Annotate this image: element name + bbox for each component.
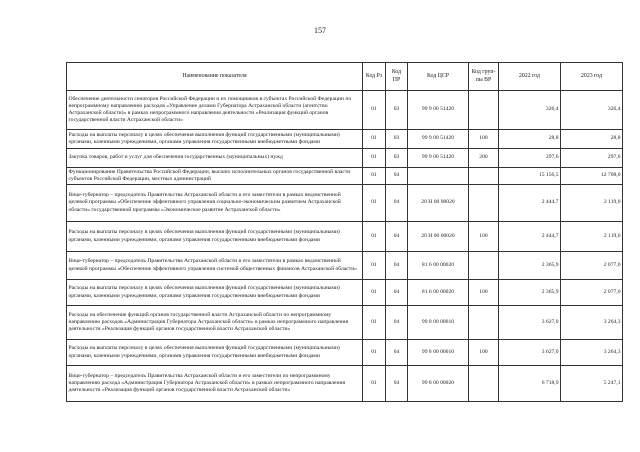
cell-2022: 3 627,0	[499, 306, 561, 340]
header-vr: Код груп-пы ВР	[469, 63, 499, 91]
cell-2022: 2 365,9	[499, 280, 561, 306]
cell-rz: 01	[363, 366, 386, 402]
cell-csr: 99 9 00 51420	[408, 130, 469, 149]
table-row	[67, 130, 623, 149]
cell-name: Вице-губернатор – председатель Правительства Астраханской области и его заместители в рамках ведомственной целевой программы «Обеспечение эффективного управления системой общественных финансов Астраханской области»	[67, 252, 363, 280]
cell-2023: 2 077,0	[561, 252, 623, 280]
cell-csr: 99 8 00 00010	[408, 340, 469, 366]
cell-name: Расходы на выплаты персоналу в целях обеспечения выполнения функций государственными (муниципальными) органами, казенными учреждениями, органами управления государственными внебюджетными фондами	[67, 130, 363, 149]
header-2022: 2022 год	[499, 63, 561, 91]
table-header-row	[67, 63, 623, 91]
cell-vr	[469, 91, 499, 130]
cell-pr: 03	[386, 91, 408, 130]
header-name: Наименование показателя	[67, 63, 363, 91]
cell-2022: 2 444,7	[499, 185, 561, 222]
header-csr: Код ЦСР	[408, 63, 469, 91]
cell-rz: 01	[363, 340, 386, 366]
cell-vr	[469, 168, 499, 185]
cell-name: Обеспечение деятельности сенаторов Российской Федерации и их помощников в субъектах Российской Федерации по непрограммному направлению расходов «Управление делами Губернатора Астраханской области (агентство Астраханской области)» в рамках непрограммного направления деятельности «Реализация функций органов государственной власти Астраханской области»	[67, 91, 363, 130]
cell-vr: 100	[469, 130, 499, 149]
cell-2022: 15 156,5	[499, 168, 561, 185]
cell-name: Расходы на выплаты персоналу в целях обеспечения выполнения функций государственными (муниципальными) органами, казенными учреждениями, органами управления государственными внебюджетными фондами	[67, 222, 363, 252]
cell-vr	[469, 252, 499, 280]
cell-vr: 100	[469, 222, 499, 252]
cell-2023: 5 247,1	[561, 366, 623, 402]
cell-2022: 6 718,9	[499, 366, 561, 402]
table-row	[67, 306, 623, 340]
cell-pr: 04	[386, 280, 408, 306]
cell-vr: 100	[469, 340, 499, 366]
table-row	[67, 366, 623, 402]
table-row	[67, 168, 623, 185]
cell-rz: 01	[363, 280, 386, 306]
cell-2022: 326,4	[499, 91, 561, 130]
cell-vr: 200	[469, 149, 499, 168]
cell-pr: 04	[386, 168, 408, 185]
cell-2022: 28,8	[499, 130, 561, 149]
cell-2023: 3 264,3	[561, 340, 623, 366]
cell-name: Закупка товаров, работ и услуг для обеспечения государственных (муниципальных) нужд	[67, 149, 363, 168]
cell-2022: 297,6	[499, 149, 561, 168]
table-row	[67, 252, 623, 280]
cell-vr	[469, 366, 499, 402]
cell-csr: 99 9 00 51420	[408, 149, 469, 168]
cell-2023: 2 077,0	[561, 280, 623, 306]
cell-vr	[469, 306, 499, 340]
cell-csr	[408, 168, 469, 185]
cell-name: Расходы на выплаты персоналу в целях обеспечения выполнения функций государственными (муниципальными) органами, казенными учреждениями, органами управления государственными внебюджетными фондами	[67, 280, 363, 306]
cell-pr: 03	[386, 149, 408, 168]
cell-name: Функционирование Правительства Российской Федерации, высших исполнительных органов государственной власти субъектов Российской Федерации, местных администраций	[67, 168, 363, 185]
table-row	[67, 222, 623, 252]
cell-2022: 2 365,9	[499, 252, 561, 280]
cell-rz: 01	[363, 306, 386, 340]
cell-pr: 03	[386, 130, 408, 149]
cell-2023: 2 119,6	[561, 222, 623, 252]
table-row	[67, 280, 623, 306]
table-row	[67, 91, 623, 130]
cell-2023: 12 708,0	[561, 168, 623, 185]
cell-pr: 04	[386, 366, 408, 402]
cell-name: Расходы на выплаты персоналу в целях обеспечения выполнения функций государственными (муниципальными) органами, казенными учреждениями, органами управления государственными внебюджетными фондами	[67, 340, 363, 366]
cell-csr: 20 Н 00 00020	[408, 185, 469, 222]
cell-csr: 81 6 00 00020	[408, 280, 469, 306]
cell-rz: 01	[363, 130, 386, 149]
header-pr: Код ПР	[386, 63, 408, 91]
cell-name: Расходы на обеспечение функций органов государственной власти Астраханской области по непрограммному направлению расходов «Администрация Губернатора Астраханской области» в рамках непрограммного направления деятельности «Реализация функций органов государственной власти Астраханской области»	[67, 306, 363, 340]
header-2023: 2023 год	[561, 63, 623, 91]
cell-2023: 326,4	[561, 91, 623, 130]
table-row	[67, 185, 623, 222]
cell-name: Вице-губернатор – председатель Правительства Астраханской области и его заместители в рамках ведомственной целевой программы «Обеспечение эффективного управления социально-экономическим развитием Астраханской области» государственной программы «Экономическое развитие Астраханской области»	[67, 185, 363, 222]
budget-table	[66, 62, 623, 402]
page-number: 157	[314, 26, 326, 35]
cell-vr: 100	[469, 280, 499, 306]
cell-csr: 99 9 00 51420	[408, 91, 469, 130]
table-row	[67, 340, 623, 366]
cell-csr: 81 6 00 00020	[408, 252, 469, 280]
cell-2023: 297,6	[561, 149, 623, 168]
cell-pr: 04	[386, 340, 408, 366]
cell-2023: 2 119,6	[561, 185, 623, 222]
cell-rz: 01	[363, 185, 386, 222]
cell-pr: 04	[386, 185, 408, 222]
cell-2023: 28,8	[561, 130, 623, 149]
cell-vr	[469, 185, 499, 222]
cell-rz: 01	[363, 222, 386, 252]
cell-name: Вице-губернатор – председатель Правительства Астраханской области и его заместители по непрограммному направлению расхода «Администрация Губернатора Астраханской области» в рамках непрограммного направления деятельности «Реализация функций органов государственной власти Астраханской области»	[67, 366, 363, 402]
cell-rz: 01	[363, 91, 386, 130]
cell-2022: 2 444,7	[499, 222, 561, 252]
cell-rz: 01	[363, 252, 386, 280]
header-rz: Код Рз	[363, 63, 386, 91]
cell-2022: 3 627,0	[499, 340, 561, 366]
cell-rz: 01	[363, 149, 386, 168]
cell-csr: 20 Н 00 00020	[408, 222, 469, 252]
cell-rz: 01	[363, 168, 386, 185]
cell-pr: 04	[386, 222, 408, 252]
cell-csr: 99 8 00 00020	[408, 366, 469, 402]
cell-csr: 99 8 00 00010	[408, 306, 469, 340]
cell-pr: 04	[386, 306, 408, 340]
cell-2023: 3 264,3	[561, 306, 623, 340]
table-row	[67, 149, 623, 168]
cell-pr: 04	[386, 252, 408, 280]
